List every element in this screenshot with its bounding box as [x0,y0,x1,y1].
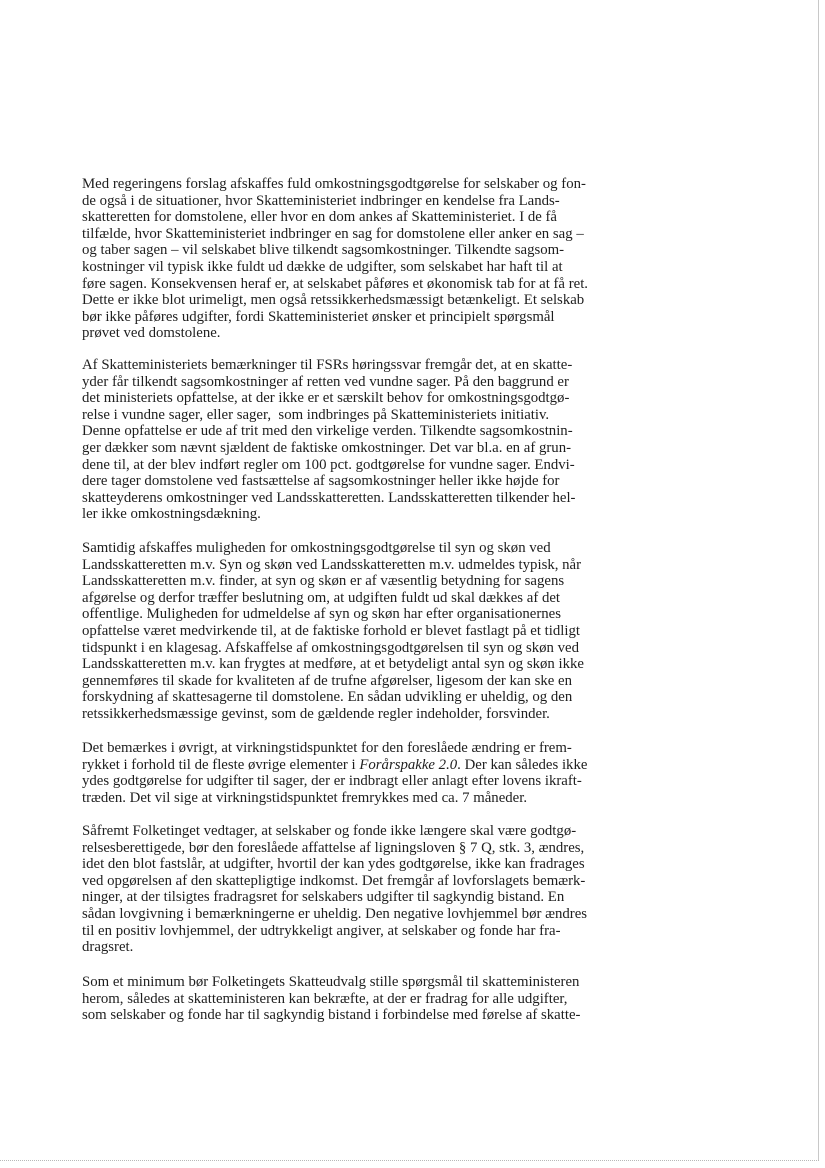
text-line: forskydning af skattesagerne til domstolene. En sådan udvikling er uheldig, og den [82,689,573,706]
text-line: sådan lovgivning i bemærkningerne er uheldig. Den negative lovhjemmel bør ændres [82,905,588,922]
text-line: skatteretten for domstolene, eller hvor en dom ankes af Skatteministeriet. I de få [82,209,557,226]
scan-edge-bottom [0,1160,819,1161]
paragraph-4 [82,740,782,806]
text-line: og taber sagen – vil selskabet blive tilkendt sagsomkostninger. Tilkendte sagsom- [82,242,565,259]
text-line: bør ikke påføres udgifter, fordi Skatteministeriet ønsker et principielt spørgsmål [82,308,555,325]
text-line: Såfremt Folketinget vedtager, at selskaber og fonde ikke længere skal være godtgø- [82,823,577,839]
text-line: ger dækker som nævnt sjældent de faktiske omkostninger. Det var bl.a. en af grun- [82,439,572,456]
paragraph-6 [82,974,782,1024]
text-line: prøvet ved domstolene. [82,325,221,342]
text-line: idet den blot fastslår, at udgifter, hvortil der kan ydes godtgørelse, ikke kan fradrages [82,856,585,873]
paragraph-2 [82,357,782,523]
text-line: Det bemærkes i øvrigt, at virkningstidspunktet for den foreslåede ændring er frem- [82,740,572,756]
text-line: dragsret. [82,939,134,956]
text-line: offentlige. Muligheden for udmeldelse af syn og skøn har efter organisationernes [82,606,561,623]
text-line: relsesberettigede, bør den foreslåede affattelse af ligningsloven § 7 Q, stk. 3, ændres, [82,839,585,856]
paragraph-5 [82,823,782,956]
text-line: det ministeriets opfattelse, at der ikke er et særskilt behov for omkostningsgodtgø- [82,390,570,407]
text-line: ler ikke omkostningsdækning. [82,506,261,523]
text-line: dere tager domstolene ved fastsættelse af sagsomkostninger heller ikke højde for [82,473,560,490]
text-line: Samtidig afskaffes muligheden for omkostningsgodtgørelse til syn og skøn ved [82,540,551,556]
text-line: træden. Det vil sige at virkningstidspunktet fremrykkes med ca. 7 måneder. [82,789,528,806]
emphasized-title: Forårspakke 2.0 [359,756,458,773]
text-segment: rykket i forhold til de fleste øvrige elementer i [82,756,360,773]
text-line: som selskaber og fonde har til sagkyndig bistand i forbindelse med førelse af skatte- [82,1007,581,1024]
text-line: Landsskatteretten m.v. Syn og skøn ved Landsskatteretten m.v. udmeldes typisk, når [82,556,582,573]
text-line: herom, således at skatteministeren kan bekræfte, at der er fradrag for alle udgifter, [82,990,568,1007]
text-line: til en positiv lovhjemmel, der udtrykkeligt angiver, at selskaber og fonde har fra- [82,922,561,939]
text-line: opfattelse været medvirkende til, at de faktiske forhold er blevet fastlagt på et tidligt [82,622,581,639]
text-line: de også i de situationer, hvor Skatteministeriet indbringer en kendelse fra Lands- [82,192,560,209]
text-line: relse i vundne sager, eller sager, som indbringes på Skatteministeriets initiativ. [82,406,550,423]
text-line: afgørelse og derfor træffer beslutning om, at udgiften fuldt ud skal dækkes af det [82,589,561,606]
text-line: ninger, at der tilsigtes fradragsret for selskabers udgifter til sagkyndig bistand. En [82,889,565,906]
text-line: skatteyderens omkostninger ved Landsskatteretten. Landsskatteretten tilkender hel- [82,489,576,506]
text-segment: . Der kan således ikke [457,756,588,773]
scan-edge-right [818,0,819,1160]
text-line: retssikkerhedsmæssige gevinst, som de gældende regler indeholder, forsvinder. [82,705,550,722]
text-line: ydes godtgørelse for udgifter til sager, der er indbragt eller anlagt efter lovens ikraft- [82,773,582,790]
text-line: Af Skatteministeriets bemærkninger til FSRs høringssvar fremgår det, at en skatte- [82,357,573,373]
text-line: dene til, at der blev indført regler om 100 pct. godtgørelse for vundne sager. Endvi- [82,456,575,473]
text-line: Dette er ikke blot urimeligt, men også retssikkerhedsmæssigt betænkeligt. Et selskab [82,292,585,309]
text-line: Med regeringens forslag afskaffes fuld omkostningsgodtgørelse for selskaber og fon- [82,176,586,192]
text-line: Landsskatteretten m.v. kan frygtes at medføre, at et betydeligt antal syn og skøn ikke [82,656,584,673]
paragraph-1 [82,176,782,342]
text-line [82,757,782,774]
text-line: tilfælde, hvor Skatteministeriet indbringer en sag for domstolene eller anker en sag – [82,225,584,242]
text-line: Denne opfattelse er ude af trit med den virkelige verden. Tilkendte sagsomkostnin- [82,423,573,440]
text-line: ved opgørelsen af den skattepligtige indkomst. Det fremgår af lovforslagets bemærk- [82,872,586,889]
text-line: gennemføres til skade for kvaliteten af de trufne afgørelser, ligesom der kan ske en [82,672,572,689]
text-line: Som et minimum bør Folketingets Skatteudvalg stille spørgsmål til skatteministeren [82,974,580,990]
text-line: yder får tilkendt sagsomkostninger af retten ved vundne sager. På den baggrund er [82,373,569,390]
text-line: Landsskatteretten m.v. finder, at syn og skøn er af væsentlig betydning for sagens [82,573,565,590]
text-line: tidspunkt i en klagesag. Afskaffelse af omkostningsgodtgørelsen til syn og skøn ved [82,639,580,656]
paragraph-3 [82,540,782,723]
text-line: føre sagen. Konsekvensen heraf er, at selskabet påføres et økonomisk tab for at få ret. [82,275,589,292]
text-line: kostninger vil typisk ikke fuldt ud dække de udgifter, som selskabet har haft til at [82,258,563,275]
